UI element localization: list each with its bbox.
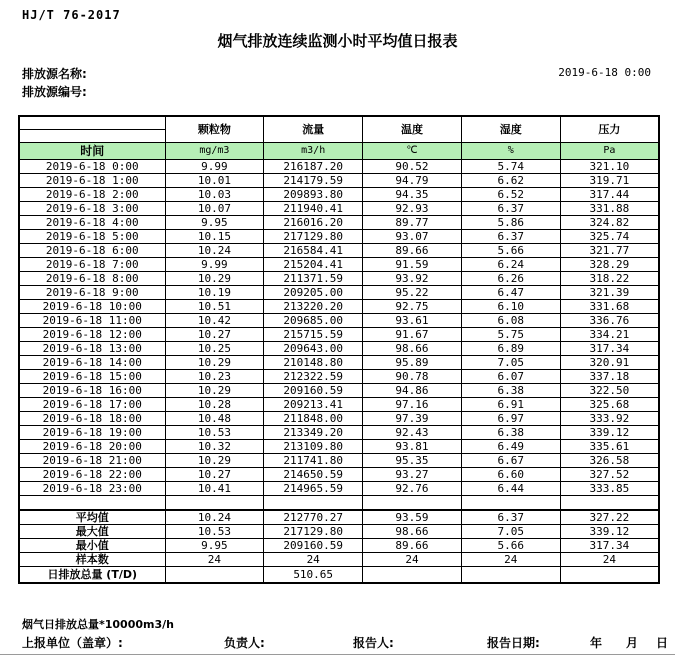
empty-cell bbox=[560, 496, 659, 511]
summary-value-cell: 327.22 bbox=[560, 510, 659, 525]
unit-cell-pressure: Pa bbox=[560, 143, 659, 160]
table-row bbox=[19, 342, 659, 356]
value-cell: 326.58 bbox=[560, 454, 659, 468]
time-cell: 2019-6-18 8:00 bbox=[19, 272, 165, 286]
value-cell: 216584.41 bbox=[264, 244, 363, 258]
time-cell: 2019-6-18 22:00 bbox=[19, 468, 165, 482]
summary-value-cell: 24 bbox=[461, 553, 560, 567]
footer-note: 烟气日排放总量*10000m3/h bbox=[22, 618, 174, 631]
summary-value-cell: 510.65 bbox=[264, 567, 363, 584]
time-cell: 2019-6-18 6:00 bbox=[19, 244, 165, 258]
table-row bbox=[19, 426, 659, 440]
value-cell: 10.23 bbox=[165, 370, 264, 384]
value-cell: 89.77 bbox=[363, 216, 462, 230]
empty-cell bbox=[19, 496, 165, 511]
value-cell: 94.35 bbox=[363, 188, 462, 202]
column-header-flow: 流量 bbox=[264, 116, 363, 143]
value-cell: 6.37 bbox=[461, 230, 560, 244]
value-cell: 9.99 bbox=[165, 258, 264, 272]
value-cell: 6.47 bbox=[461, 286, 560, 300]
standard-code: HJ/T 76-2017 bbox=[22, 8, 121, 22]
reporter-label: 报告人: bbox=[353, 636, 394, 650]
value-cell: 10.07 bbox=[165, 202, 264, 216]
time-cell: 2019-6-18 21:00 bbox=[19, 454, 165, 468]
summary-value-cell: 209160.59 bbox=[264, 539, 363, 553]
value-cell: 216016.20 bbox=[264, 216, 363, 230]
time-cell: 2019-6-18 3:00 bbox=[19, 202, 165, 216]
table-row bbox=[19, 384, 659, 398]
value-cell: 10.24 bbox=[165, 244, 264, 258]
value-cell: 211741.80 bbox=[264, 454, 363, 468]
report-table bbox=[18, 115, 660, 584]
value-cell: 215715.59 bbox=[264, 328, 363, 342]
table-row bbox=[19, 230, 659, 244]
time-cell: 2019-6-18 16:00 bbox=[19, 384, 165, 398]
value-cell: 209643.00 bbox=[264, 342, 363, 356]
value-cell: 216187.20 bbox=[264, 160, 363, 174]
value-cell: 6.24 bbox=[461, 258, 560, 272]
value-cell: 95.22 bbox=[363, 286, 462, 300]
value-cell: 10.29 bbox=[165, 356, 264, 370]
summary-value-cell: 7.05 bbox=[461, 525, 560, 539]
time-cell: 2019-6-18 12:00 bbox=[19, 328, 165, 342]
summary-value-cell: 212770.27 bbox=[264, 510, 363, 525]
value-cell: 317.34 bbox=[560, 342, 659, 356]
value-cell: 6.38 bbox=[461, 384, 560, 398]
page-title: 烟气排放连续监测小时平均值日报表 bbox=[217, 32, 458, 50]
value-cell: 10.32 bbox=[165, 440, 264, 454]
summary-value-cell: 10.53 bbox=[165, 525, 264, 539]
unit-cell-flow: m3/h bbox=[264, 143, 363, 160]
table-row bbox=[19, 202, 659, 216]
table-row bbox=[19, 300, 659, 314]
summary-row bbox=[19, 553, 659, 567]
value-cell: 97.39 bbox=[363, 412, 462, 426]
column-header-particulate: 颗粒物 bbox=[165, 116, 264, 143]
summary-value-cell: 5.66 bbox=[461, 539, 560, 553]
value-cell: 92.75 bbox=[363, 300, 462, 314]
time-cell: 2019-6-18 7:00 bbox=[19, 258, 165, 272]
column-header-humidity: 湿度 bbox=[461, 116, 560, 143]
summary-value-cell: 24 bbox=[264, 553, 363, 567]
value-cell: 321.39 bbox=[560, 286, 659, 300]
value-cell: 95.35 bbox=[363, 454, 462, 468]
summary-value-cell bbox=[461, 567, 560, 584]
value-cell: 90.52 bbox=[363, 160, 462, 174]
signature-row bbox=[0, 634, 675, 650]
table-row bbox=[19, 412, 659, 426]
time-cell: 2019-6-18 18:00 bbox=[19, 412, 165, 426]
value-cell: 6.10 bbox=[461, 300, 560, 314]
value-cell: 337.18 bbox=[560, 370, 659, 384]
summary-row bbox=[19, 510, 659, 525]
summary-value-cell: 89.66 bbox=[363, 539, 462, 553]
empty-cell bbox=[461, 496, 560, 511]
value-cell: 6.08 bbox=[461, 314, 560, 328]
table-row bbox=[19, 286, 659, 300]
value-cell: 321.77 bbox=[560, 244, 659, 258]
value-cell: 335.61 bbox=[560, 440, 659, 454]
value-cell: 210148.80 bbox=[264, 356, 363, 370]
table-row bbox=[19, 314, 659, 328]
value-cell: 209213.41 bbox=[264, 398, 363, 412]
report-date-label: 报告日期: bbox=[487, 636, 540, 650]
value-cell: 93.81 bbox=[363, 440, 462, 454]
value-cell: 321.10 bbox=[560, 160, 659, 174]
summary-value-cell: 317.34 bbox=[560, 539, 659, 553]
value-cell: 215204.41 bbox=[264, 258, 363, 272]
table-row bbox=[19, 398, 659, 412]
column-header-pressure: 压力 bbox=[560, 116, 659, 143]
value-cell: 214179.59 bbox=[264, 174, 363, 188]
empty-cell bbox=[363, 496, 462, 511]
value-cell: 7.05 bbox=[461, 356, 560, 370]
table-row bbox=[19, 370, 659, 384]
value-cell: 328.29 bbox=[560, 258, 659, 272]
value-cell: 331.68 bbox=[560, 300, 659, 314]
bottom-divider bbox=[0, 654, 675, 655]
spacer-row bbox=[19, 496, 659, 511]
summary-value-cell: 98.66 bbox=[363, 525, 462, 539]
time-cell: 2019-6-18 1:00 bbox=[19, 174, 165, 188]
value-cell: 6.44 bbox=[461, 482, 560, 496]
source-name-label: 排放源名称: bbox=[22, 67, 87, 81]
header-row-top bbox=[19, 116, 659, 130]
time-cell: 2019-6-18 0:00 bbox=[19, 160, 165, 174]
time-cell: 2019-6-18 2:00 bbox=[19, 188, 165, 202]
value-cell: 95.89 bbox=[363, 356, 462, 370]
value-cell: 324.82 bbox=[560, 216, 659, 230]
value-cell: 89.66 bbox=[363, 244, 462, 258]
table-row bbox=[19, 454, 659, 468]
empty-cell bbox=[264, 496, 363, 511]
summary-value-cell: 339.12 bbox=[560, 525, 659, 539]
value-cell: 10.48 bbox=[165, 412, 264, 426]
time-cell: 2019-6-18 20:00 bbox=[19, 440, 165, 454]
value-cell: 10.41 bbox=[165, 482, 264, 496]
value-cell: 320.91 bbox=[560, 356, 659, 370]
time-cell: 2019-6-18 4:00 bbox=[19, 216, 165, 230]
value-cell: 6.97 bbox=[461, 412, 560, 426]
summary-value-cell: 93.59 bbox=[363, 510, 462, 525]
time-cell: 2019-6-18 11:00 bbox=[19, 314, 165, 328]
value-cell: 211371.59 bbox=[264, 272, 363, 286]
value-cell: 92.93 bbox=[363, 202, 462, 216]
value-cell: 209685.00 bbox=[264, 314, 363, 328]
value-cell: 93.92 bbox=[363, 272, 462, 286]
value-cell: 325.74 bbox=[560, 230, 659, 244]
table-row bbox=[19, 160, 659, 174]
value-cell: 90.78 bbox=[363, 370, 462, 384]
table-row bbox=[19, 468, 659, 482]
value-cell: 333.92 bbox=[560, 412, 659, 426]
value-cell: 91.67 bbox=[363, 328, 462, 342]
value-cell: 318.22 bbox=[560, 272, 659, 286]
table-row bbox=[19, 482, 659, 496]
table-row bbox=[19, 174, 659, 188]
summary-value-cell: 9.95 bbox=[165, 539, 264, 553]
table-row bbox=[19, 216, 659, 230]
value-cell: 6.37 bbox=[461, 202, 560, 216]
report-unit-label: 上报单位（盖章）: bbox=[22, 636, 123, 650]
value-cell: 9.95 bbox=[165, 216, 264, 230]
summary-label: 样本数 bbox=[19, 553, 165, 567]
column-header-temperature: 温度 bbox=[363, 116, 462, 143]
table-row bbox=[19, 244, 659, 258]
summary-value-cell: 24 bbox=[363, 553, 462, 567]
summary-value-cell: 10.24 bbox=[165, 510, 264, 525]
value-cell: 6.60 bbox=[461, 468, 560, 482]
day-label: 日 bbox=[656, 636, 669, 650]
summary-value-cell bbox=[560, 567, 659, 584]
value-cell: 94.86 bbox=[363, 384, 462, 398]
empty-cell bbox=[165, 496, 264, 511]
time-cell: 2019-6-18 5:00 bbox=[19, 230, 165, 244]
value-cell: 213220.20 bbox=[264, 300, 363, 314]
value-cell: 10.28 bbox=[165, 398, 264, 412]
value-cell: 10.29 bbox=[165, 272, 264, 286]
month-label: 月 bbox=[626, 636, 639, 650]
value-cell: 209205.00 bbox=[264, 286, 363, 300]
value-cell: 5.74 bbox=[461, 160, 560, 174]
source-code-label: 排放源编号: bbox=[22, 85, 87, 99]
value-cell: 10.19 bbox=[165, 286, 264, 300]
value-cell: 6.52 bbox=[461, 188, 560, 202]
unit-cell-particulate: mg/m3 bbox=[165, 143, 264, 160]
summary-row bbox=[19, 525, 659, 539]
value-cell: 6.67 bbox=[461, 454, 560, 468]
value-cell: 10.27 bbox=[165, 328, 264, 342]
report-datetime: 2019-6-18 0:00 bbox=[558, 66, 651, 79]
value-cell: 319.71 bbox=[560, 174, 659, 188]
value-cell: 322.50 bbox=[560, 384, 659, 398]
time-cell: 2019-6-18 13:00 bbox=[19, 342, 165, 356]
unit-cell-humidity: % bbox=[461, 143, 560, 160]
table-row bbox=[19, 328, 659, 342]
value-cell: 93.61 bbox=[363, 314, 462, 328]
responsible-person-label: 负责人: bbox=[224, 636, 265, 650]
value-cell: 214965.59 bbox=[264, 482, 363, 496]
value-cell: 6.26 bbox=[461, 272, 560, 286]
value-cell: 212322.59 bbox=[264, 370, 363, 384]
value-cell: 333.85 bbox=[560, 482, 659, 496]
value-cell: 217129.80 bbox=[264, 230, 363, 244]
summary-value-cell: 24 bbox=[165, 553, 264, 567]
value-cell: 5.75 bbox=[461, 328, 560, 342]
value-cell: 91.59 bbox=[363, 258, 462, 272]
value-cell: 209160.59 bbox=[264, 384, 363, 398]
value-cell: 6.49 bbox=[461, 440, 560, 454]
table-row bbox=[19, 258, 659, 272]
value-cell: 98.66 bbox=[363, 342, 462, 356]
table-row bbox=[19, 272, 659, 286]
value-cell: 10.03 bbox=[165, 188, 264, 202]
time-cell: 2019-6-18 23:00 bbox=[19, 482, 165, 496]
empty-header-cell bbox=[19, 116, 165, 130]
value-cell: 93.07 bbox=[363, 230, 462, 244]
summary-value-cell bbox=[363, 567, 462, 584]
value-cell: 10.53 bbox=[165, 426, 264, 440]
time-cell: 2019-6-18 19:00 bbox=[19, 426, 165, 440]
value-cell: 10.42 bbox=[165, 314, 264, 328]
summary-value-cell: 217129.80 bbox=[264, 525, 363, 539]
time-cell: 2019-6-18 10:00 bbox=[19, 300, 165, 314]
value-cell: 93.27 bbox=[363, 468, 462, 482]
summary-row bbox=[19, 567, 659, 584]
value-cell: 6.07 bbox=[461, 370, 560, 384]
value-cell: 9.99 bbox=[165, 160, 264, 174]
value-cell: 92.43 bbox=[363, 426, 462, 440]
value-cell: 325.68 bbox=[560, 398, 659, 412]
value-cell: 10.27 bbox=[165, 468, 264, 482]
unit-row bbox=[19, 143, 659, 160]
value-cell: 5.86 bbox=[461, 216, 560, 230]
value-cell: 6.62 bbox=[461, 174, 560, 188]
table-row bbox=[19, 440, 659, 454]
time-column-header: 时间 bbox=[19, 143, 165, 160]
value-cell: 211848.00 bbox=[264, 412, 363, 426]
value-cell: 6.38 bbox=[461, 426, 560, 440]
summary-value-cell: 6.37 bbox=[461, 510, 560, 525]
value-cell: 10.29 bbox=[165, 384, 264, 398]
value-cell: 213349.20 bbox=[264, 426, 363, 440]
table-body bbox=[19, 116, 659, 583]
value-cell: 5.66 bbox=[461, 244, 560, 258]
time-cell: 2019-6-18 14:00 bbox=[19, 356, 165, 370]
table-row bbox=[19, 188, 659, 202]
value-cell: 97.16 bbox=[363, 398, 462, 412]
year-label: 年 bbox=[590, 636, 603, 650]
value-cell: 6.89 bbox=[461, 342, 560, 356]
time-cell: 2019-6-18 15:00 bbox=[19, 370, 165, 384]
value-cell: 317.44 bbox=[560, 188, 659, 202]
value-cell: 334.21 bbox=[560, 328, 659, 342]
value-cell: 92.76 bbox=[363, 482, 462, 496]
value-cell: 10.15 bbox=[165, 230, 264, 244]
value-cell: 327.52 bbox=[560, 468, 659, 482]
value-cell: 10.01 bbox=[165, 174, 264, 188]
value-cell: 10.25 bbox=[165, 342, 264, 356]
table-row bbox=[19, 356, 659, 370]
value-cell: 10.29 bbox=[165, 454, 264, 468]
value-cell: 214650.59 bbox=[264, 468, 363, 482]
unit-cell-temperature: ℃ bbox=[363, 143, 462, 160]
summary-label: 最大值 bbox=[19, 525, 165, 539]
value-cell: 10.51 bbox=[165, 300, 264, 314]
value-cell: 339.12 bbox=[560, 426, 659, 440]
summary-value-cell bbox=[165, 567, 264, 584]
summary-label: 日排放总量 (T/D) bbox=[19, 567, 165, 584]
summary-label: 最小值 bbox=[19, 539, 165, 553]
empty-header-cell bbox=[19, 130, 165, 143]
summary-row bbox=[19, 539, 659, 553]
value-cell: 94.79 bbox=[363, 174, 462, 188]
value-cell: 6.91 bbox=[461, 398, 560, 412]
value-cell: 331.88 bbox=[560, 202, 659, 216]
value-cell: 213109.80 bbox=[264, 440, 363, 454]
value-cell: 211940.41 bbox=[264, 202, 363, 216]
time-cell: 2019-6-18 9:00 bbox=[19, 286, 165, 300]
value-cell: 209893.80 bbox=[264, 188, 363, 202]
value-cell: 336.76 bbox=[560, 314, 659, 328]
summary-value-cell: 24 bbox=[560, 553, 659, 567]
time-cell: 2019-6-18 17:00 bbox=[19, 398, 165, 412]
summary-label: 平均值 bbox=[19, 510, 165, 525]
